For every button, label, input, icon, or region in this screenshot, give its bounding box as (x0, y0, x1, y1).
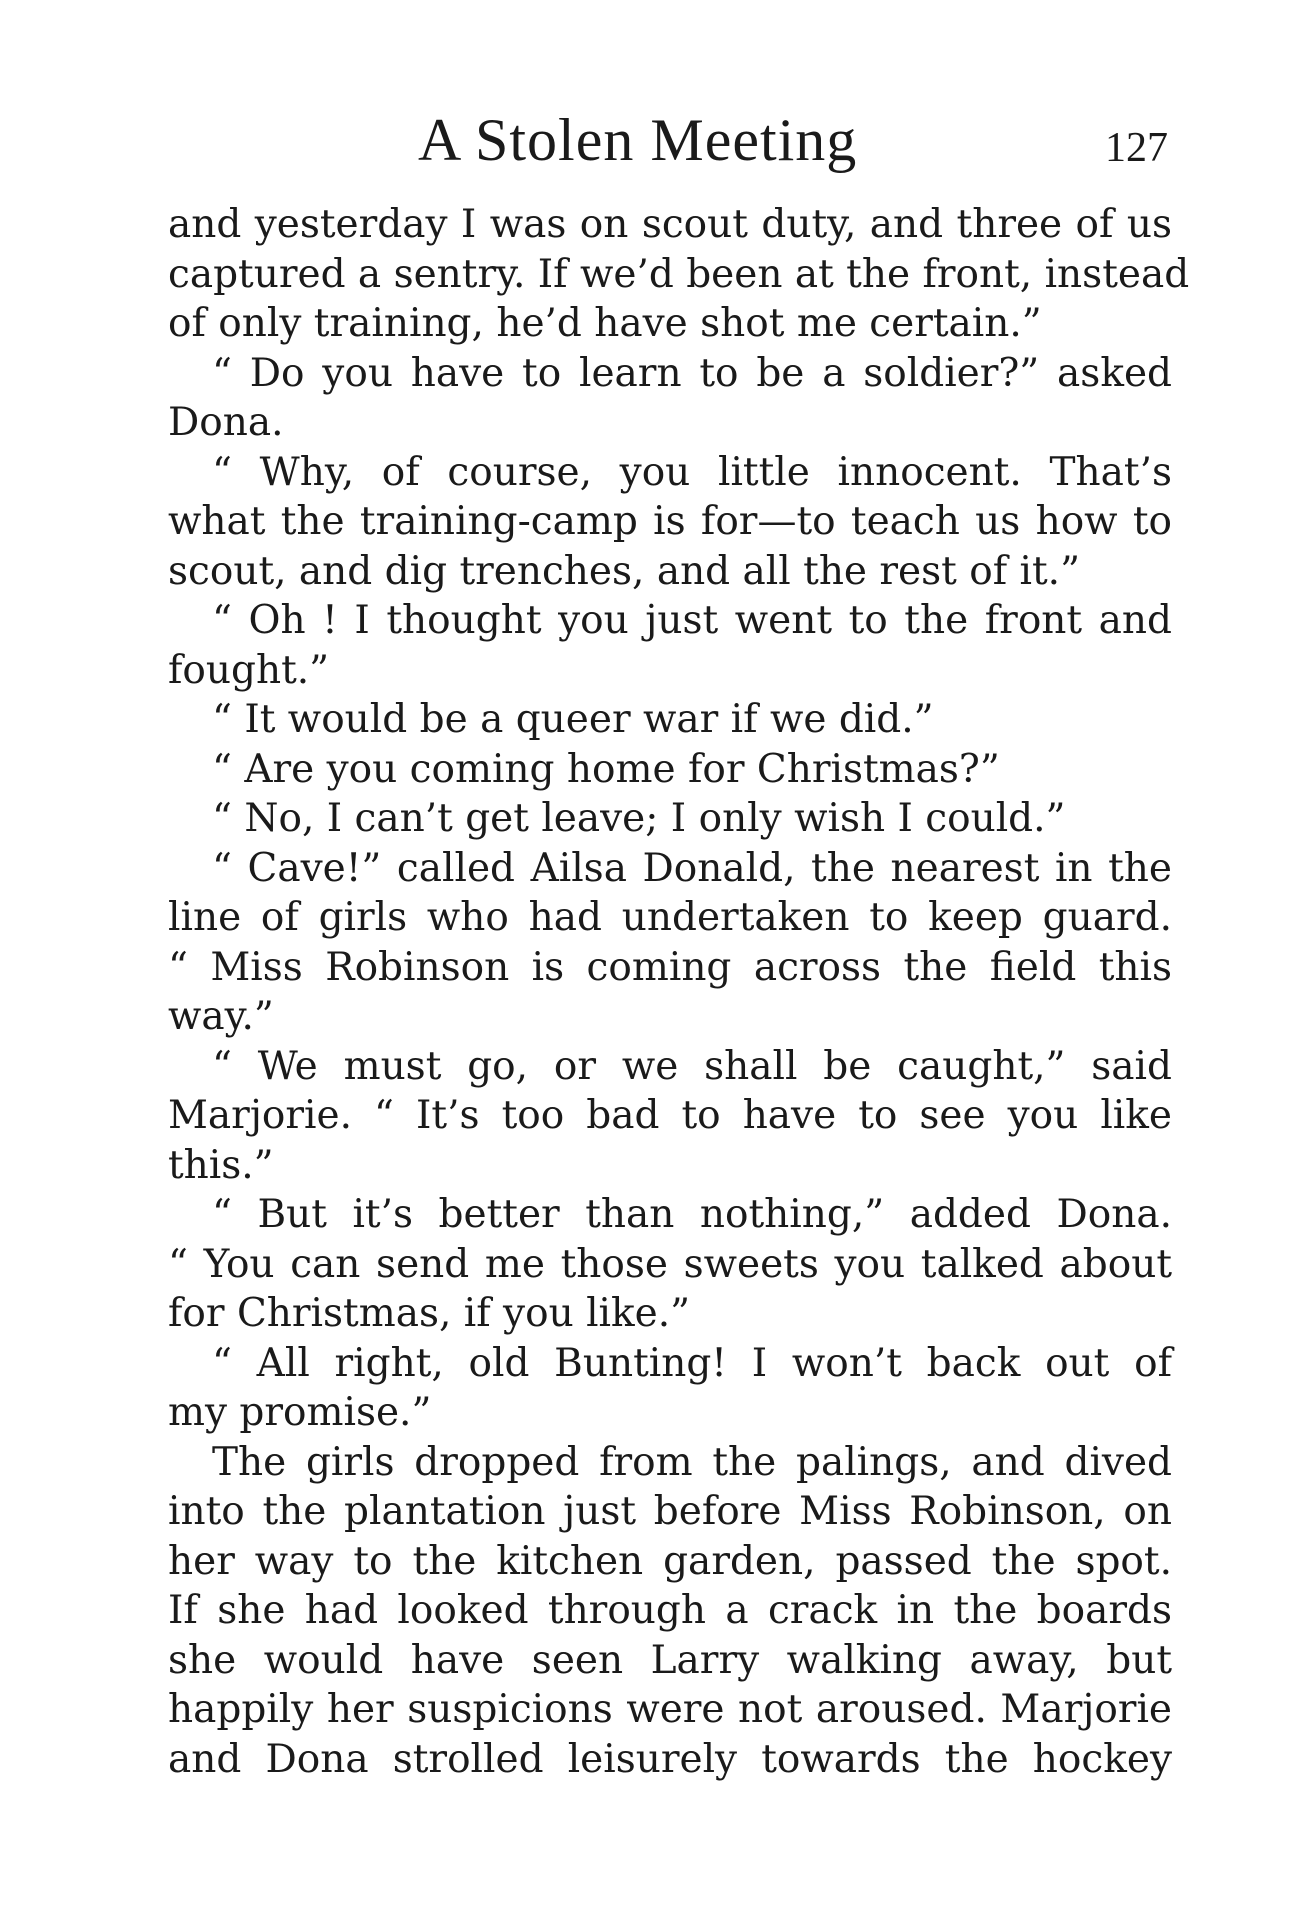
text-line: what the training-camp is for—to teach us how to (168, 499, 1172, 544)
text-line: captured a sentry. If we’d been at the front, instead (168, 251, 1190, 297)
text-line: “ Miss Robinson is coming across the field this (168, 944, 1172, 990)
text-line: “ All right, old Bunting! I won’t back out of (212, 1340, 1172, 1386)
running-head (168, 100, 1168, 180)
text-line: The girls dropped from the palings, and dived (212, 1439, 1172, 1485)
page-title: A Stolen Meeting (418, 107, 858, 173)
text-line: she would have seen Larry walking away, but (168, 1637, 1172, 1683)
text-line: “ Are you coming home for Christmas?” (212, 746, 1000, 792)
text-line: If she had looked through a crack in the boards (168, 1588, 1172, 1633)
text-line: my promise.” (168, 1390, 432, 1435)
text-line: Dona. (168, 400, 284, 445)
text-line: line of girls who had undertaken to keep guard. (168, 895, 1172, 940)
text-line: “ Cave!” called Ailsa Donald, the nearest in the (212, 845, 1172, 891)
text-line: Marjorie. “ It’s too bad to have to see you like (168, 1093, 1172, 1138)
text-line: and Dona strolled leisurely towards the hockey (168, 1736, 1172, 1782)
text-line: “ It would be a queer war if we did.” (212, 697, 934, 742)
text-line: “ But it’s better than nothing,” added Dona. (212, 1192, 1172, 1237)
text-line: of only training, he’d have shot me certain.” (168, 301, 1042, 346)
body-text (168, 200, 1190, 1784)
text-line: for Christmas, if you like.” (168, 1291, 691, 1336)
page-number: 127 (1105, 125, 1168, 171)
text-line: “ Do you have to learn to be a soldier?” asked (212, 350, 1172, 396)
text-line: fought.” (168, 647, 330, 693)
text-line: “ No, I can’t get leave; I only wish I could.” (212, 796, 1066, 841)
text-line: “ You can send me those sweets you talked about (168, 1241, 1172, 1287)
text-line: her way to the kitchen garden, passed the spot. (168, 1538, 1172, 1584)
text-line: this.” (168, 1142, 274, 1188)
text-line: way.” (168, 994, 274, 1039)
text-line: “ Oh ! I thought you just went to the front and (212, 598, 1172, 643)
text-line: happily her suspicions were not aroused. Marjorie (168, 1687, 1172, 1732)
text-line: “ We must go, or we shall be caught,” said (212, 1043, 1172, 1089)
text-line: scout, and dig trenches, and all the rest of it.” (168, 548, 1081, 594)
text-line: “ Why, of course, you little innocent. That’s (212, 449, 1172, 495)
text-line: into the plantation just before Miss Robinson, on (168, 1489, 1172, 1534)
text-line: and yesterday I was on scout duty, and three of us (168, 202, 1172, 247)
